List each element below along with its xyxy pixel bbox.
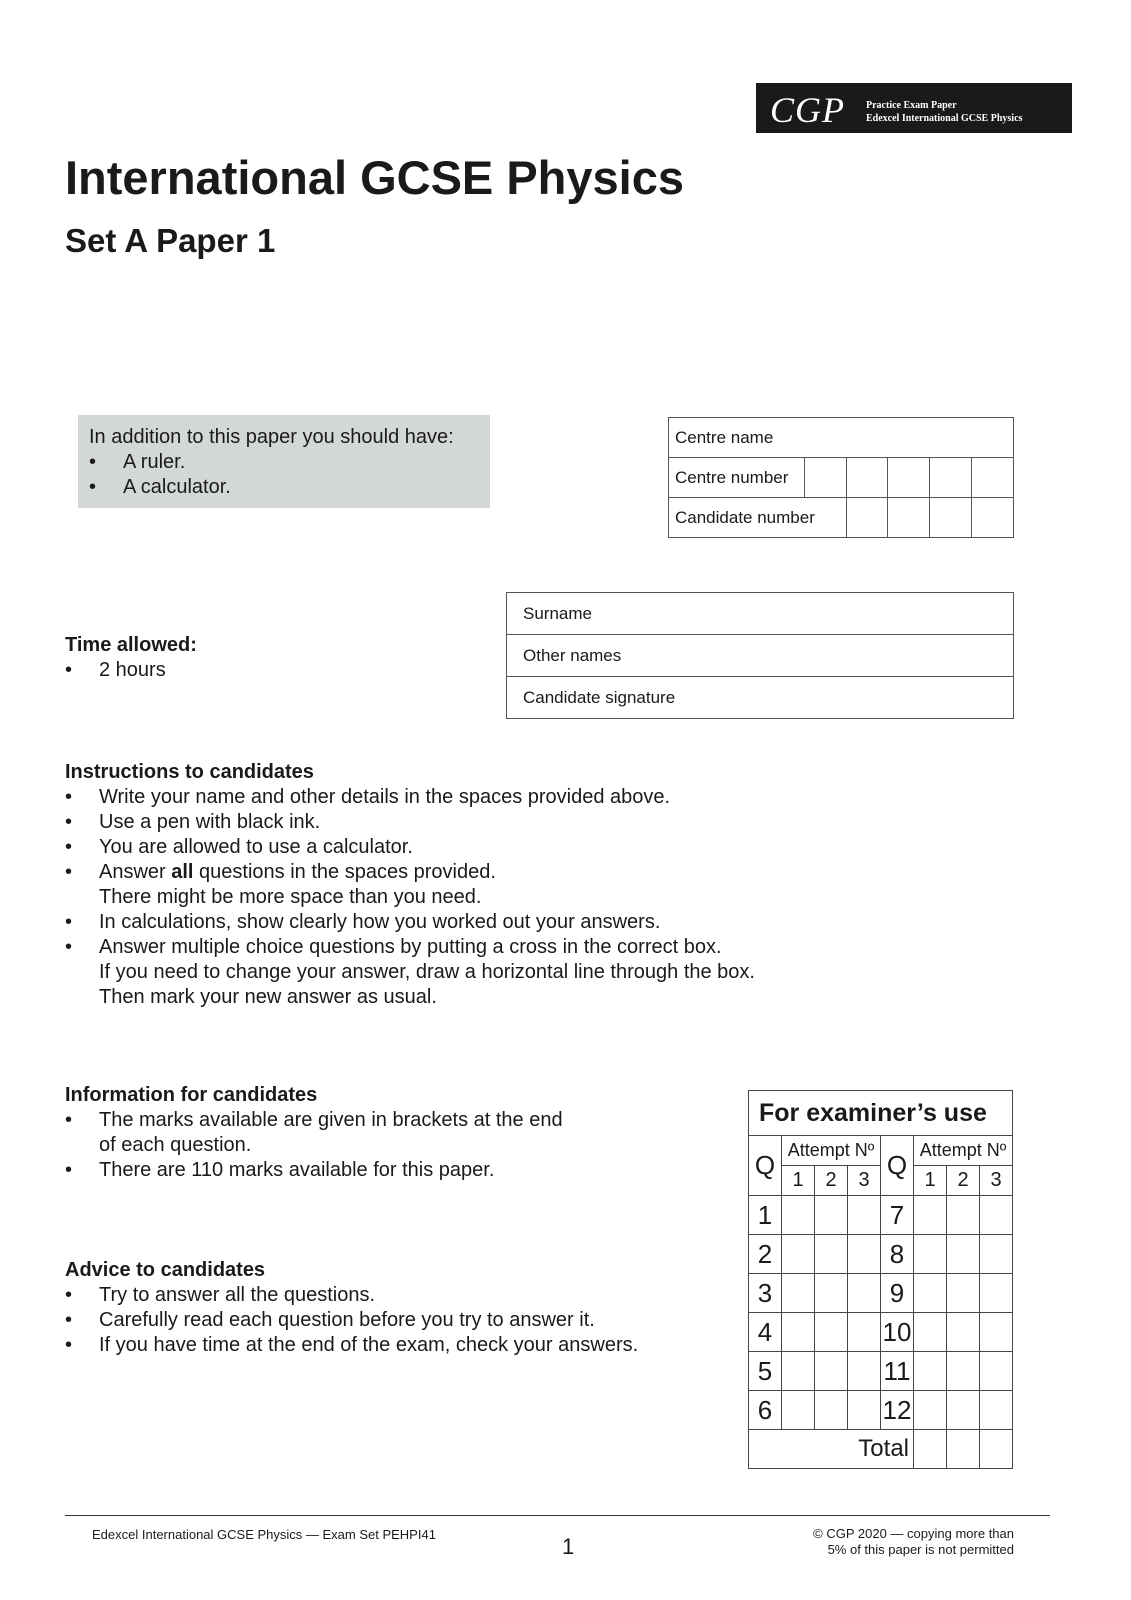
instructions-list [65, 785, 755, 1010]
information-list [65, 1108, 563, 1183]
instruction-item: • Write your name and other details in the spaces provided above. [65, 785, 755, 810]
mark-box[interactable] [914, 1274, 947, 1313]
mark-box[interactable] [815, 1196, 848, 1235]
centre-number-label: Centre number [669, 458, 805, 498]
advice-item: • If you have time at the end of the exam, check your answers. [65, 1333, 638, 1358]
advice-heading: Advice to candidates [65, 1259, 266, 1281]
question-number: 8 [881, 1235, 914, 1274]
attempt-number: 1 [782, 1166, 815, 1196]
question-number: 6 [749, 1391, 782, 1430]
centre-number-box[interactable] [930, 458, 972, 498]
q-header: Q [881, 1136, 914, 1196]
question-number: 7 [881, 1196, 914, 1235]
mark-box[interactable] [848, 1235, 881, 1274]
question-number: 9 [881, 1274, 914, 1313]
candidate-number-box[interactable] [888, 498, 930, 538]
mark-box[interactable] [848, 1391, 881, 1430]
exam-row [749, 1352, 1013, 1391]
advice-item: • Try to answer all the questions. [65, 1283, 638, 1308]
equipment-intro: In addition to this paper you should have: [89, 426, 454, 448]
mark-box[interactable] [848, 1196, 881, 1235]
instruction-item: • Answer multiple choice questions by putting a cross in the correct box. If you need to change your answer, draw a horizontal line through the box. Then mark your new answer as usual. [65, 935, 755, 1010]
mark-box[interactable] [782, 1274, 815, 1313]
attempt-header: Attempt Nº [914, 1136, 1013, 1166]
candidate-number-box[interactable] [972, 498, 1014, 538]
centre-number-box[interactable] [846, 458, 888, 498]
logo-line-1: Practice Exam Paper [866, 100, 957, 111]
total-box[interactable] [947, 1430, 980, 1469]
candidate-names-table [506, 592, 1014, 719]
mark-box[interactable] [782, 1352, 815, 1391]
instructions-section [65, 760, 755, 1010]
instruction-item: • You are allowed to use a calculator. [65, 835, 755, 860]
total-row [749, 1430, 1013, 1469]
mark-box[interactable] [947, 1352, 980, 1391]
paper-subtitle: Set A Paper 1 [65, 222, 276, 259]
exam-row [749, 1235, 1013, 1274]
candidate-number-box[interactable] [930, 498, 972, 538]
mark-box[interactable] [914, 1235, 947, 1274]
mark-box[interactable] [815, 1235, 848, 1274]
mark-box[interactable] [815, 1352, 848, 1391]
time-heading: Time allowed: [65, 634, 197, 656]
instruction-item-answer-all [65, 860, 755, 910]
attempt-number: 2 [947, 1166, 980, 1196]
mark-box[interactable] [947, 1235, 980, 1274]
surname-label: Surname [523, 603, 592, 623]
question-number: 11 [881, 1352, 914, 1391]
mark-box[interactable] [782, 1391, 815, 1430]
mark-box[interactable] [914, 1196, 947, 1235]
equipment-list [89, 450, 479, 500]
time-list [65, 658, 197, 683]
centre-number-box[interactable] [972, 458, 1014, 498]
mark-box[interactable] [914, 1352, 947, 1391]
instruction-item: • Use a pen with black ink. [65, 810, 755, 835]
mark-box[interactable] [980, 1196, 1013, 1235]
question-number: 3 [749, 1274, 782, 1313]
footer-rule [65, 1515, 1050, 1516]
mark-box[interactable] [914, 1313, 947, 1352]
candidate-number-box[interactable] [846, 498, 888, 538]
centre-number-box[interactable] [804, 458, 846, 498]
mark-box[interactable] [782, 1313, 815, 1352]
other-names-label: Other names [523, 645, 622, 665]
other-names-field[interactable] [507, 635, 1014, 677]
answer-prefix: Answer [99, 861, 172, 883]
information-heading: Information for candidates [65, 1084, 318, 1106]
mark-box[interactable] [782, 1235, 815, 1274]
question-number: 10 [881, 1313, 914, 1352]
exam-row [749, 1196, 1013, 1235]
instruction-item: • In calculations, show clearly how you worked out your answers. [65, 910, 755, 935]
equipment-item: • A ruler. [89, 450, 479, 475]
logo-line-2: Edexcel International GCSE Physics [866, 113, 1023, 124]
question-number: 12 [881, 1391, 914, 1430]
mark-box[interactable] [980, 1235, 1013, 1274]
mark-box[interactable] [947, 1391, 980, 1430]
q-header: Q [749, 1136, 782, 1196]
exam-row [749, 1313, 1013, 1352]
mark-box[interactable] [848, 1313, 881, 1352]
information-item: • The marks available are given in brackets at the end of each question. [65, 1108, 563, 1158]
mark-box[interactable] [947, 1313, 980, 1352]
attempt-header: Attempt Nº [782, 1136, 881, 1166]
mark-box[interactable] [914, 1391, 947, 1430]
mark-box[interactable] [947, 1196, 980, 1235]
answer-bold-word: all [171, 861, 194, 883]
footer-copyright [813, 1526, 1014, 1558]
examiner-heading: For examiner’s use [749, 1091, 1013, 1136]
mark-box[interactable] [782, 1196, 815, 1235]
mark-box[interactable] [815, 1274, 848, 1313]
advice-item: • Carefully read each question before you try to answer it. [65, 1308, 638, 1333]
centre-name-label: Centre name [675, 427, 774, 447]
logo-subtitle [866, 99, 1022, 125]
question-number: 1 [749, 1196, 782, 1235]
attempt-number: 3 [848, 1166, 881, 1196]
question-number: 5 [749, 1352, 782, 1391]
total-box[interactable] [980, 1430, 1013, 1469]
information-item: • There are 110 marks available for this paper. [65, 1158, 563, 1183]
mark-box[interactable] [980, 1352, 1013, 1391]
equipment-item: • A calculator. [89, 475, 479, 500]
centre-details-table [668, 417, 1014, 538]
surname-field[interactable] [507, 593, 1014, 635]
mark-box[interactable] [980, 1391, 1013, 1430]
exam-row [749, 1391, 1013, 1430]
mark-box[interactable] [980, 1313, 1013, 1352]
mark-box[interactable] [848, 1274, 881, 1313]
attempt-number: 1 [914, 1166, 947, 1196]
page-number: 1 [562, 1534, 575, 1559]
attempt-number: 3 [980, 1166, 1013, 1196]
time-allowed-section [65, 633, 197, 683]
cgp-logo [756, 83, 1072, 133]
total-box[interactable] [914, 1430, 947, 1469]
question-number: 4 [749, 1313, 782, 1352]
mark-box[interactable] [980, 1274, 1013, 1313]
signature-label: Candidate signature [523, 687, 676, 707]
instructions-heading: Instructions to candidates [65, 761, 314, 783]
centre-name-field[interactable] [669, 418, 1014, 458]
answer-suffix: questions in the spaces provided. There might be more space than you need. [99, 861, 496, 908]
attempt-number: 2 [815, 1166, 848, 1196]
information-section [65, 1083, 563, 1183]
copyright-line-1: © CGP 2020 — copying more than [813, 1526, 1014, 1541]
centre-number-box[interactable] [888, 458, 930, 498]
total-label: Total [749, 1430, 914, 1469]
footer-left: Edexcel International GCSE Physics — Exam Set PEHPI41 [92, 1527, 436, 1542]
exam-row [749, 1274, 1013, 1313]
logo-mark: CGP [770, 90, 845, 130]
mark-box[interactable] [815, 1391, 848, 1430]
examiner-table [748, 1090, 1013, 1469]
mark-box[interactable] [848, 1352, 881, 1391]
mark-box[interactable] [815, 1313, 848, 1352]
paper-title: International GCSE Physics [65, 151, 685, 204]
question-number: 2 [749, 1235, 782, 1274]
copyright-line-2: 5% of this paper is not permitted [827, 1542, 1014, 1557]
advice-list [65, 1283, 638, 1358]
mark-box[interactable] [947, 1274, 980, 1313]
advice-section [65, 1258, 638, 1358]
signature-field[interactable] [507, 677, 1014, 719]
time-item: • 2 hours [65, 658, 197, 683]
candidate-number-label: Candidate number [669, 498, 847, 538]
equipment-box [78, 415, 490, 508]
